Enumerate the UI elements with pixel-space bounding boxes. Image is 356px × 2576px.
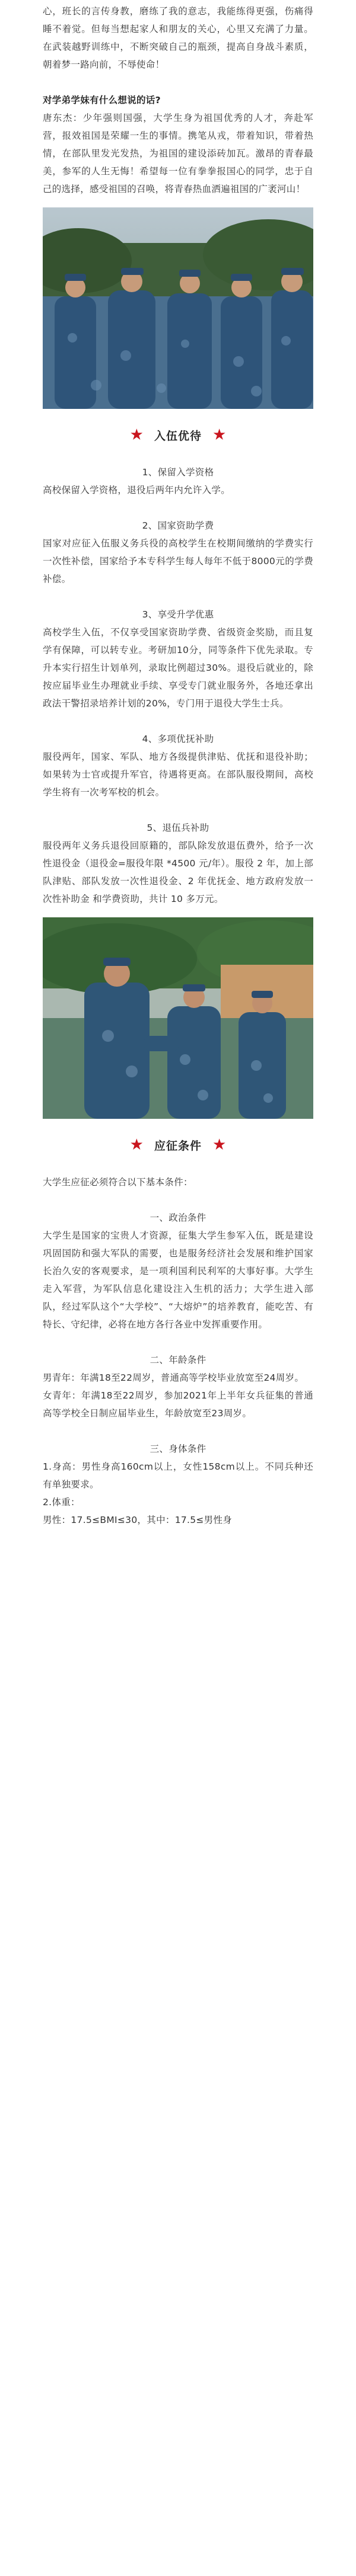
item-heading: 二、年龄条件 — [150, 1355, 206, 1365]
intro-paragraph: 心，班长的言传身教，磨练了我的意志，我能练得更强，伤痛得睡不着觉。但每当想起家人和朋友的关心，心里又充满了力量。在武装越野训练中，不断突破自己的瓶颈，提高自身战斗素质，朝着梦一路向前，不辱使命！ — [43, 6, 313, 70]
item-heading: 4、多项优抚补助 — [142, 734, 214, 744]
section-intro: 大学生应征必须符合以下基本条件： — [43, 1177, 193, 1188]
item-body: 大学生是国家的宝贵人才资源，征集大学生参军入伍，既是建设巩固国防和强大军队的需要，也是服务经济社会发展和维护国家长治久安的客观要求，是一项利国利民利军的大事好事。大学生走入军营，为军队信息化建设注入生机的活力；大学生进入部队，经过军队这个“大学校”、“大熔炉”的培养教育，能吃苦、有特长、守纪律，必将在地方各行各业中发挥重要作用。 — [43, 1230, 313, 1330]
item-body: 服役两年义务兵退役回原籍的，部队除发放退伍费外，给予一次性退役金（退役金=服役年限 *4500 元/年）。服役 2 年，加上部队津贴、部队发放一次性退役金、2 年优抚金、地方政府发放一次性补助金 和学费资助，共计 10 多万元。 — [43, 840, 313, 904]
item-body: 2.体重： — [43, 1497, 80, 1508]
item-heading: 5、退伍兵补助 — [147, 823, 209, 833]
item-body: 高校保留入学资格，退役后两年内允许入学。 — [43, 485, 231, 495]
item-body: 女青年：年满18至22周岁，参加2021年上半年女兵征集的普通高等学校全日制应届毕业生，年龄放宽至23周岁。 — [43, 1390, 313, 1419]
photo-saluting-recruits — [43, 207, 313, 409]
item-body: 男性：17.5≤BMI≤30，其中：17.5≤男性身 — [43, 1515, 233, 1525]
photo-training-recruits — [43, 917, 313, 1119]
item-body: 高校学生入伍，不仅享受国家资助学费、省级资金奖励，而且复学有保障，可以转专业。考研加10分，同等条件下优先录取。专升本实行招生计划单列，录取比例超过30%。退役后就业的，除按应届毕业生办理就业手续、享受专门就业服务外，各地还拿出政法干警招录培养计划的20%，专门用于退役大学生士兵。 — [43, 627, 313, 709]
section-title: 应征条件 — [154, 1139, 202, 1153]
item-body: 国家对应征入伍服义务兵役的高校学生在校期间缴纳的学费实行一次性补偿，国家给予本专科学生每人每年不低于8000元的学费补偿。 — [43, 538, 313, 584]
item-heading: 一、政治条件 — [150, 1212, 206, 1223]
item-body: 服役两年，国家、军队、地方各级提供津贴、优抚和退役补助；如果转为士官或提升军官，待遇将更高。在部队服役期间，高校学生将有一次考军校的机会。 — [43, 751, 313, 798]
section-heading-benefits — [43, 418, 313, 452]
item-heading: 三、身体条件 — [150, 1444, 206, 1454]
article — [0, 2, 356, 1529]
item-body: 1.身高：男性身高160cm以上，女性158cm以上。不同兵种还有单独要求。 — [43, 1461, 313, 1490]
section-heading-requirements — [43, 1128, 313, 1161]
item-heading: 2、国家资助学费 — [142, 520, 214, 531]
item-body: 男青年：年满18至22周岁，普通高等学校毕业放宽至24周岁。 — [43, 1372, 304, 1383]
star-icon: ★ — [129, 1136, 144, 1154]
item-heading: 3、享受升学优惠 — [142, 609, 214, 620]
star-icon: ★ — [129, 426, 144, 444]
star-icon: ★ — [212, 1136, 227, 1154]
section-title: 入伍优待 — [154, 429, 202, 443]
answer-paragraph: 唐东杰：少年强则国强，大学生身为祖国优秀的人才，奔赴军营，报效祖国是荣耀一生的事情。携笔从戎，带着知识，带着热情，在部队里发光发热，为祖国的建设添砖加瓦。激昂的青春最美，参军的人生无悔！希望每一位有拳拳报国心的同学，忠于自己的选择，感受祖国的召唤，将青春热血洒遍祖国的广袤河山！ — [43, 113, 313, 194]
question-heading: 对学弟学妹有什么想说的话? — [43, 95, 161, 105]
item-heading: 1、保留入学资格 — [142, 467, 214, 478]
star-icon: ★ — [212, 426, 227, 444]
